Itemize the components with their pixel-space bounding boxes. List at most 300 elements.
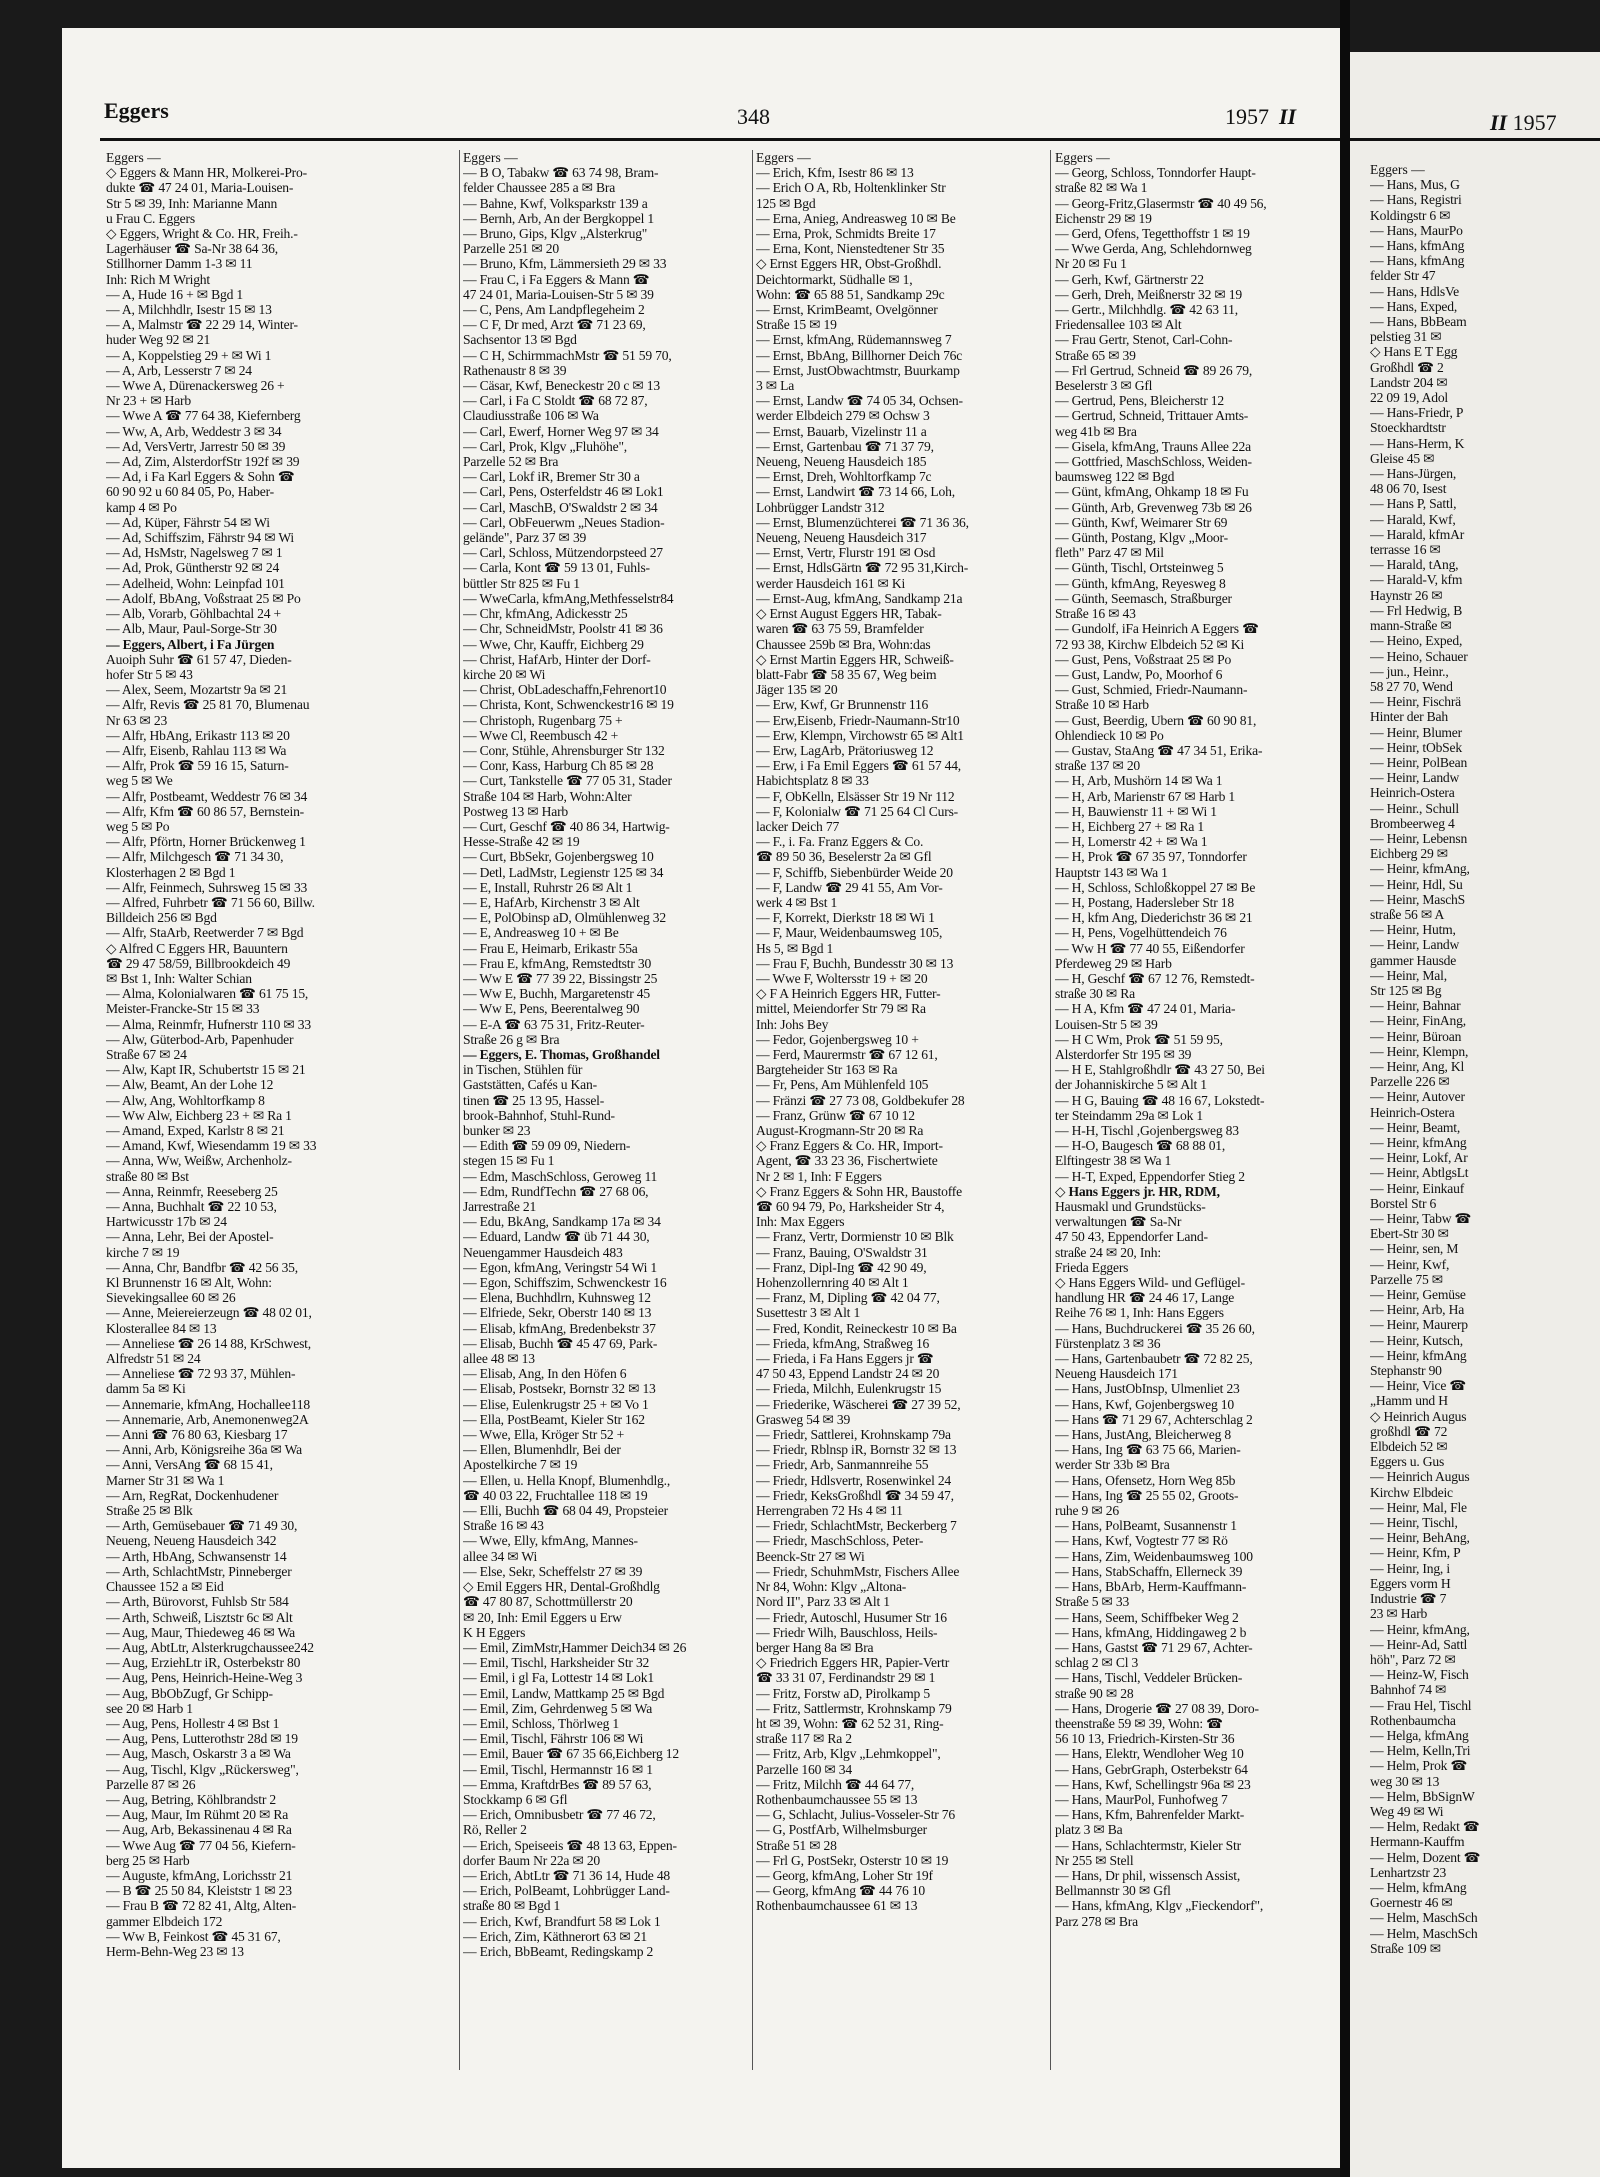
directory-entry-line: — Alfr, Postbeamt, Weddestr 76 ✉ 34 bbox=[106, 788, 308, 804]
directory-entry-line: — Hans, Seem, Schiffbeker Weg 2 bbox=[1055, 1609, 1239, 1625]
directory-entry-line: — Heino, Schauer bbox=[1370, 648, 1468, 664]
directory-entry-line: — Adelheid, Wohn: Leinpfad 101 bbox=[106, 575, 285, 591]
directory-entry-line: Heinrich-Ostera bbox=[1370, 1104, 1455, 1120]
directory-entry-line: — Christ, ObLadeschaffn,Fehrenort10 bbox=[463, 682, 667, 698]
directory-entry-line: Borstel Str 6 bbox=[1370, 1195, 1437, 1211]
directory-entry-line: — Alw, Güterbod-Arb, Papenhuder bbox=[106, 1031, 294, 1047]
directory-entry-line: verwaltungen ☎ Sa-Nr bbox=[1055, 1214, 1182, 1230]
directory-entry-line: Deichtormarkt, Südhalle ✉ 1, bbox=[756, 271, 913, 287]
directory-entry-line: — Anna, Lehr, Bei der Apostel- bbox=[106, 1229, 274, 1245]
directory-entry-line: Postweg 13 ✉ Harb bbox=[463, 803, 569, 819]
directory-entry-line: — Detl, LadMstr, Legienstr 125 ✉ 34 bbox=[463, 864, 664, 880]
directory-entry-line: — Elfriede, Sekr, Oberstr 140 ✉ 13 bbox=[463, 1305, 652, 1321]
directory-entry-line: — Ellen, u. Hella Knopf, Blumenhdlg., bbox=[463, 1472, 671, 1488]
directory-entry-line: — Helm, kfmAng bbox=[1370, 1879, 1467, 1895]
directory-entry-line: Jäger 135 ✉ 20 bbox=[756, 682, 838, 698]
directory-entry-line: — Fr, Pens, Am Mühlenfeld 105 bbox=[756, 1077, 929, 1093]
directory-entry-line: — Franz, Grünw ☎ 67 10 12 bbox=[756, 1107, 915, 1123]
directory-entry-line: 125 ✉ Bgd bbox=[756, 195, 816, 211]
directory-entry-line: — Else, Sekr, Scheffelstr 27 ✉ 39 bbox=[463, 1563, 643, 1579]
column-heading: Eggers — bbox=[1370, 162, 1425, 177]
directory-entry-line: ◇ Friedrich Eggers HR, Papier-Vertr bbox=[756, 1655, 950, 1671]
directory-entry-line: — Günth, Arb, Grevenweg 73b ✉ 26 bbox=[1055, 499, 1252, 515]
directory-entry-line: — Carla, Kont ☎ 59 13 01, Fuhls- bbox=[463, 560, 650, 576]
directory-entry-line: — H-O, Baugesch ☎ 68 88 01, bbox=[1055, 1138, 1226, 1154]
directory-entry-line: — Heinr, kfmAng bbox=[1370, 1135, 1467, 1150]
directory-entry-line: — Günth, kfmAng, Reyesweg 8 bbox=[1055, 575, 1226, 591]
directory-entry-line: — F, Schiffb, Siebenbürder Weide 20 bbox=[756, 864, 953, 880]
directory-entry-line: 72 93 38, Kirchw Elbdeich 52 ✉ Ki bbox=[1055, 636, 1245, 652]
directory-entry-line: — Christa, Kont, Schwenckestr16 ✉ 19 bbox=[463, 697, 674, 713]
directory-entry-line: — H, kfm Ang, Diederichstr 36 ✉ 21 bbox=[1055, 910, 1253, 926]
directory-entry-line: — Christoph, Rugenbarg 75 + bbox=[463, 712, 623, 728]
directory-entry-line: — Erw, i Fa Emil Eggers ☎ 61 57 44, bbox=[756, 758, 962, 774]
directory-entry-line: — Edm, MaschSchloss, Geroweg 11 bbox=[463, 1168, 658, 1184]
directory-entry-line: — Heinr, Hutm, bbox=[1370, 922, 1456, 938]
directory-entry-line: — Heinr, kfmAng, bbox=[1370, 861, 1470, 877]
directory-entry-line: — F, Kolonialw ☎ 71 25 64 Cl Curs- bbox=[756, 803, 959, 819]
directory-entry-line: — Aug, Arb, Bekassinenau 4 ✉ Ra bbox=[106, 1822, 292, 1838]
directory-entry-line: — Hans, PolBeamt, Susannenstr 1 bbox=[1055, 1518, 1237, 1534]
directory-entry-line: — Bruno, Kfm, Lämmersieth 29 ✉ 33 bbox=[463, 256, 667, 272]
directory-entry-line: — Arth, Gemüsebauer ☎ 71 49 30, bbox=[106, 1518, 298, 1534]
directory-entry-line: höh", Parz 72 ✉ bbox=[1370, 1651, 1456, 1667]
directory-entry-line: — Ww B, Feinkost ☎ 45 31 67, bbox=[106, 1928, 281, 1944]
directory-entry-line: Stockkamp 6 ✉ Gfl bbox=[463, 1791, 568, 1807]
directory-entry-line: — Frl G, PostSekr, Osterstr 10 ✉ 19 bbox=[756, 1852, 949, 1868]
directory-entry-line: — Arn, RegRat, Dockenhudener bbox=[106, 1487, 279, 1503]
directory-entry-line: — Hans P, Sattl, bbox=[1370, 496, 1457, 512]
directory-entry-line: — Erna, Prok, Schmidts Breite 17 bbox=[756, 226, 936, 242]
directory-entry-line: — Egon, Schiffszim, Schwenckestr 16 bbox=[463, 1275, 667, 1291]
directory-entry-line: — Gerh, Kwf, Gärtnerstr 22 bbox=[1055, 271, 1204, 287]
directory-entry-line: ◇ Ernst Martin Eggers HR, Schweiß- bbox=[756, 651, 954, 667]
directory-entry-line: gammer Elbdeich 172 bbox=[106, 1913, 223, 1929]
directory-entry-line: — Friedr, Hdlsvertr, Rosenwinkel 24 bbox=[756, 1472, 952, 1488]
directory-entry-line: — Friedr, MaschSchloss, Peter- bbox=[756, 1533, 924, 1549]
directory-entry-line: — Anna, Ww, Weißw, Archenholz- bbox=[106, 1153, 292, 1169]
directory-entry-line: — Wwe, Chr, Kauffr, Eichberg 29 bbox=[463, 636, 644, 652]
directory-entry-line: — Hans, Kfm, Bahrenfelder Markt- bbox=[1055, 1807, 1245, 1823]
directory-entry-line: — Carl, Pens, Osterfeldstr 46 ✉ Lok1 bbox=[463, 484, 664, 500]
directory-entry-line: — Chr, SchneidMstr, Poolstr 41 ✉ 36 bbox=[463, 621, 663, 637]
directory-entry-line: — B O, Tabakw ☎ 63 74 98, Bram- bbox=[463, 165, 659, 181]
directory-entry-line: — Alw, Beamt, An der Lohe 12 bbox=[106, 1077, 274, 1093]
directory-entry-line: — Frau Hel, Tischl bbox=[1370, 1697, 1472, 1713]
directory-entry-line: Reihe 76 ✉ 1, Inh: Hans Eggers bbox=[1055, 1305, 1224, 1321]
directory-entry-line: felder Str 47 bbox=[1370, 268, 1436, 284]
directory-entry-line: 58 27 70, Wend bbox=[1370, 678, 1453, 694]
directory-entry-line: straße 137 ✉ 20 bbox=[1055, 758, 1141, 774]
directory-entry-line: — Aug, Pens, Lutterothstr 28d ✉ 19 bbox=[106, 1731, 298, 1747]
directory-entry-line: — Heinr, FinAng, bbox=[1370, 1013, 1466, 1029]
directory-entry-line: — Curt, Geschf ☎ 40 86 34, Hartwig- bbox=[463, 818, 670, 834]
directory-entry-line: — Franz, Dipl-Ing ☎ 42 90 49, bbox=[756, 1259, 927, 1275]
directory-entry-line: — Harald, kfmAr bbox=[1370, 526, 1465, 542]
directory-entry-line: 23 ✉ Harb bbox=[1370, 1606, 1428, 1622]
directory-entry-line: Hohenzollernring 40 ✉ Alt 1 bbox=[756, 1275, 909, 1291]
directory-entry-line: — Wwe Aug ☎ 77 04 56, Kiefern- bbox=[106, 1837, 296, 1853]
directory-entry-line: — Ernst, BbAng, Billhorner Deich 76c bbox=[756, 347, 963, 363]
directory-entry-line: — H, Pens, Vogelhüttendeich 76 bbox=[1055, 925, 1227, 941]
directory-entry-line: — Frau C, i Fa Eggers & Mann ☎ bbox=[463, 271, 650, 287]
directory-entry-line: — Ernst, Bauarb, Vizelinstr 11 a bbox=[756, 423, 927, 439]
directory-entry-line: Straße 5 ✉ 33 bbox=[1055, 1594, 1130, 1610]
directory-entry-line: Beselerstr 3 ✉ Gfl bbox=[1055, 378, 1153, 394]
directory-entry-line: — Hans-Friedr, P bbox=[1370, 405, 1464, 421]
directory-entry-line: Inh: Max Eggers bbox=[756, 1214, 845, 1230]
directory-entry-line: — F., i. Fa. Franz Eggers & Co. bbox=[756, 834, 924, 850]
directory-entry-line: — Gundolf, iFa Heinrich A Eggers ☎ bbox=[1055, 621, 1259, 637]
directory-entry-line: — Erw, LagArb, Prätoriusweg 12 bbox=[756, 742, 934, 758]
directory-entry-line: — Helm, Dozent ☎ bbox=[1370, 1849, 1481, 1865]
directory-entry-line: straße 24 ✉ 20, Inh: bbox=[1055, 1244, 1161, 1260]
directory-entry-line: — Curt, Tankstelle ☎ 77 05 31, Stader bbox=[463, 773, 672, 789]
directory-entry-line: — Anni, VersAng ☎ 68 15 41, bbox=[106, 1457, 273, 1473]
directory-entry-line: 22 09 19, Adol bbox=[1370, 390, 1449, 406]
directory-entry-line: Chaussee 259b ✉ Bra, Wohn:das bbox=[756, 636, 931, 652]
directory-entry-line: Claudiusstraße 106 ✉ Wa bbox=[463, 408, 599, 424]
directory-entry-line: schlag 2 ✉ Cl 3 bbox=[1055, 1655, 1139, 1671]
directory-entry-line: Eggers u. Gus bbox=[1370, 1454, 1445, 1470]
directory-entry-line: — Ernst, Landwirt ☎ 73 14 66, Loh, bbox=[756, 484, 955, 500]
directory-entry-line: — Hans, kfmAng, Klgv „Fieckendorf", bbox=[1055, 1898, 1264, 1914]
column-heading: Eggers — bbox=[463, 150, 518, 165]
directory-entry-line: — Auguste, kfmAng, Lorichsstr 21 bbox=[106, 1867, 293, 1883]
directory-entry-line: — Heinr, Ing, i bbox=[1370, 1560, 1450, 1576]
directory-entry-line: — Adolf, BbAng, Voßstraat 25 ✉ Po bbox=[106, 590, 301, 606]
directory-entry-line: Bargteheider Str 163 ✉ Ra bbox=[756, 1062, 898, 1078]
directory-entry-line: — B ☎ 25 50 84, Kleiststr 1 ✉ 23 bbox=[106, 1883, 292, 1899]
directory-entry-line: Marner Str 31 ✉ Wa 1 bbox=[106, 1472, 225, 1488]
directory-entry-line: Straße 67 ✉ 24 bbox=[106, 1046, 187, 1062]
directory-entry-line: — Arth, SchlachtMstr, Pinneberger bbox=[106, 1563, 292, 1579]
directory-entry-line: — Ernst, Landw ☎ 74 05 34, Ochsen- bbox=[756, 393, 963, 409]
directory-entry-line: ◇ Eggers & Mann HR, Molkerei-Pro- bbox=[106, 165, 307, 181]
directory-entry-line: Str 5 ✉ 39, Inh: Marianne Mann bbox=[106, 195, 278, 211]
directory-entry-line: — Eggers, E. Thomas, Großhandel bbox=[463, 1046, 660, 1062]
directory-entry-line: Inh: Rich M Wright bbox=[106, 271, 210, 287]
directory-entry-line: ◇ Hans Eggers Wild- und Geflügel- bbox=[1055, 1275, 1245, 1291]
directory-entry-line: — G, PostfArb, Wilhelmsburger bbox=[756, 1822, 927, 1838]
directory-entry-line: Nr 84, Wohn: Klgv „Altona- bbox=[756, 1579, 907, 1595]
directory-entry-line: — Franz, M, Dipling ☎ 42 04 77, bbox=[756, 1290, 940, 1306]
directory-entry-line: — Frieda, Milchh, Eulenkrugstr 15 bbox=[756, 1381, 942, 1397]
directory-entry-line: — Ad, Küper, Fährstr 54 ✉ Wi bbox=[106, 514, 270, 530]
directory-entry-line: in Tischen, Stühlen für bbox=[463, 1062, 583, 1078]
directory-entry-line: — H, Geschf ☎ 67 12 76, Remstedt- bbox=[1055, 970, 1255, 986]
directory-entry-line: — Harald-V, kfm bbox=[1370, 572, 1463, 588]
directory-entry-line: — Heinr, Vice ☎ bbox=[1370, 1378, 1467, 1394]
directory-entry-line: — Gisela, kfmAng, Trauns Allee 22a bbox=[1055, 438, 1251, 454]
directory-entry-line: — Hans, Kwf, Gojenbergsweg 10 bbox=[1055, 1396, 1234, 1412]
directory-entry-line: Stephanstr 90 bbox=[1370, 1363, 1442, 1379]
directory-entry-line: — Heinr, tObSek bbox=[1370, 739, 1462, 755]
directory-entry-line: — Georg, Schloss, Tonndorfer Haupt- bbox=[1055, 165, 1256, 181]
directory-entry-line: — Hans, BbArb, Herm-Kauffmann- bbox=[1055, 1579, 1247, 1595]
directory-entry-line: — Heinr, Gemüse bbox=[1370, 1287, 1466, 1303]
directory-entry-line: Eggers vorm H bbox=[1370, 1575, 1451, 1591]
directory-entry-line: — Helm, Prok ☎ bbox=[1370, 1758, 1468, 1774]
directory-entry-line: 48 06 70, Isest bbox=[1370, 481, 1447, 497]
directory-entry-line: — Heinr, Ang, Kl bbox=[1370, 1058, 1465, 1074]
directory-entry-line: Straße 10 ✉ Harb bbox=[1055, 697, 1149, 713]
directory-entry-line: Lagerhäuser ☎ Sa-Nr 38 64 36, bbox=[106, 241, 278, 257]
directory-entry-line: gammer Hausde bbox=[1370, 952, 1457, 968]
directory-entry-line: — Carl, Ewerf, Horner Weg 97 ✉ 34 bbox=[463, 423, 659, 439]
directory-column-4 bbox=[1055, 150, 1333, 1929]
right-page-part: II bbox=[1490, 110, 1508, 135]
directory-entry-line: Neueng, Neueng Hausdeich 317 bbox=[756, 530, 927, 546]
directory-entry-line: — Erich, AbtLtr ☎ 71 36 14, Hude 48 bbox=[463, 1867, 671, 1883]
directory-entry-line: — Heinr, Landw bbox=[1370, 770, 1460, 786]
directory-entry-line: — Elise, Eulenkrugstr 25 + ✉ Vo 1 bbox=[463, 1396, 649, 1412]
directory-entry-line: — Fritz, Milchh ☎ 44 64 77, bbox=[756, 1776, 915, 1792]
directory-entry-line: — Ellen, Blumenhdlr, Bei der bbox=[463, 1442, 621, 1458]
directory-entry-line: — Heinr, kfmAng bbox=[1370, 1347, 1467, 1363]
directory-entry-line: — Alex, Seem, Mozartstr 9a ✉ 21 bbox=[106, 682, 288, 698]
directory-entry-line: — Emil, i gl Fa, Lottestr 14 ✉ Lok1 bbox=[463, 1670, 654, 1686]
directory-entry-line: — Frieda, i Fa Hans Eggers jr ☎ bbox=[756, 1351, 934, 1367]
directory-entry-line: fleth" Parz 47 ✉ Mil bbox=[1055, 545, 1164, 561]
directory-entry-line: — Ww, A, Arb, Weddestr 3 ✉ 34 bbox=[106, 423, 282, 439]
directory-entry-line: — Curt, BbSekr, Gojenbergsweg 10 bbox=[463, 849, 654, 865]
directory-entry-line: weg 30 ✉ 13 bbox=[1370, 1773, 1440, 1789]
directory-entry-line: Ebert-Str 30 ✉ bbox=[1370, 1226, 1449, 1242]
directory-entry-line: — Erich O A, Rb, Holtenklinker Str bbox=[756, 180, 946, 196]
directory-entry-line: — Chr, kfmAng, Adickesstr 25 bbox=[463, 606, 628, 622]
directory-entry-line: Hausmakl und Grundstücks- bbox=[1055, 1199, 1206, 1215]
directory-entry-line: — G, Schlacht, Julius-Vosseler-Str 76 bbox=[756, 1807, 955, 1823]
directory-entry-line: — Wwe F, Woltersstr 19 + ✉ 20 bbox=[756, 970, 928, 986]
directory-entry-line: ☎ 89 50 36, Beselerstr 2a ✉ Gfl bbox=[756, 849, 932, 865]
directory-entry-line: — Hans, Kwf, Vogtestr 77 ✉ Rö bbox=[1055, 1533, 1228, 1549]
directory-entry-line: Lenhartzstr 23 bbox=[1370, 1864, 1447, 1880]
directory-entry-line: — Alfr, HbAng, Erikastr 113 ✉ 20 bbox=[106, 727, 290, 743]
directory-entry-line: — C H, SchirmmachMstr ☎ 51 59 70, bbox=[463, 347, 672, 363]
directory-entry-line: — Alma, Reinmfr, Hufnerstr 110 ✉ 33 bbox=[106, 1016, 311, 1032]
directory-entry-line: — Georg-Fritz,Glasermstr ☎ 40 49 56, bbox=[1055, 195, 1267, 211]
directory-entry-line: — Aug, AbtLtr, Alsterkrugchaussee242 bbox=[106, 1639, 314, 1655]
directory-entry-line: — Heinr, Fischrä bbox=[1370, 694, 1462, 710]
directory-entry-line: — Fedor, Gojenbergsweg 10 + bbox=[756, 1031, 919, 1047]
directory-entry-line: — Wwe A ☎ 77 64 38, Kiefernberg bbox=[106, 408, 301, 424]
directory-entry-line: — A, Malmstr ☎ 22 29 14, Winter- bbox=[106, 317, 298, 333]
directory-entry-line: Straße 109 ✉ bbox=[1370, 1940, 1441, 1956]
directory-entry-line: — Emil, Zim, Gehrdenweg 5 ✉ Wa bbox=[463, 1700, 653, 1716]
directory-entry-line: — Heinr, Arb, Ha bbox=[1370, 1302, 1465, 1318]
directory-entry-line: — Heinr, Landw bbox=[1370, 937, 1460, 953]
directory-entry-line: — Franz, Vertr, Dormienstr 10 ✉ Blk bbox=[756, 1229, 954, 1245]
directory-entry-line: terrasse 16 ✉ bbox=[1370, 542, 1441, 558]
directory-entry-line: — Carl, i Fa C Stoldt ☎ 68 72 87, bbox=[463, 393, 648, 409]
directory-entry-line: — Wwe, Ella, Kröger Str 52 + bbox=[463, 1427, 625, 1443]
directory-entry-line: Fürstenplatz 3 ✉ 36 bbox=[1055, 1335, 1161, 1351]
directory-entry-line: — Alfr, StaArb, Reetwerder 7 ✉ Bgd bbox=[106, 925, 304, 941]
directory-entry-line: — Hans, GebrGraph, Osterbekstr 64 bbox=[1055, 1761, 1248, 1777]
directory-entry-line: — Georg, kfmAng ☎ 44 76 10 bbox=[756, 1883, 925, 1899]
directory-entry-line: — Anne, Meiereierzeugn ☎ 48 02 01, bbox=[106, 1305, 312, 1321]
directory-entry-line: Goernestr 46 ✉ bbox=[1370, 1895, 1453, 1911]
directory-entry-line: — Frl Gertrud, Schneid ☎ 89 26 79, bbox=[1055, 362, 1253, 378]
directory-entry-line: — Alb, Vorarb, Göhlbachtal 24 + bbox=[106, 606, 282, 622]
directory-entry-line: werk 4 ✉ Bst 1 bbox=[756, 894, 838, 910]
directory-entry-line: Sachsentor 13 ✉ Bgd bbox=[463, 332, 577, 348]
directory-entry-line: — Ernst, KrimBeamt, Ovelgönner bbox=[756, 302, 938, 318]
directory-entry-line: — Hans, HdlsVe bbox=[1370, 283, 1459, 299]
directory-entry-line: — Heinr, PolBean bbox=[1370, 754, 1468, 770]
directory-entry-line: — Amand, Exped, Karlstr 8 ✉ 21 bbox=[106, 1123, 285, 1138]
directory-entry-line: — Gust, Pens, Voßstraat 25 ✉ Po bbox=[1055, 651, 1232, 667]
directory-entry-line: — E, Andreasweg 10 + ✉ Be bbox=[463, 925, 619, 941]
directory-entry-line: — Aug, Pens, Heinrich-Heine-Weg 3 bbox=[106, 1670, 303, 1686]
directory-entry-line: Straße 16 ✉ 43 bbox=[463, 1518, 544, 1534]
directory-entry-line: — Georg, kfmAng, Loher Str 19f bbox=[756, 1867, 933, 1883]
directory-entry-line: — Ernst, kfmAng, Rüdemannsweg 7 bbox=[756, 332, 952, 348]
directory-entry-line: Neueng, Neueng Hausdeich 185 bbox=[756, 454, 927, 470]
right-column bbox=[1370, 162, 1600, 1956]
directory-entry-line: — Emil, Tischl, Hermannstr 16 ✉ 1 bbox=[463, 1761, 653, 1777]
directory-entry-line: — Ella, PostBeamt, Kieler Str 162 bbox=[463, 1411, 645, 1427]
directory-entry-line: u Frau C. Eggers bbox=[106, 210, 195, 226]
directory-entry-line: stegen 15 ✉ Fu 1 bbox=[463, 1153, 555, 1169]
directory-entry-line: weg 5 ✉ We bbox=[106, 773, 173, 789]
directory-entry-line: dorfer Baum Nr 22a ✉ 20 bbox=[463, 1852, 601, 1868]
directory-entry-line: — Carl, Schloss, Mützendorpsteed 27 bbox=[463, 545, 663, 561]
directory-entry-line: — Heinr, Lokf, Ar bbox=[1370, 1150, 1468, 1166]
directory-entry-line: — Heinr-Ad, Sattl bbox=[1370, 1636, 1468, 1652]
directory-entry-line: — Heinr, MaschS bbox=[1370, 891, 1465, 907]
directory-entry-line: großhdl ☎ 72 bbox=[1370, 1423, 1448, 1439]
directory-entry-line: Susettestr 3 ✉ Alt 1 bbox=[756, 1305, 861, 1321]
directory-entry-line: — Fritz, Forstw aD, Pirolkamp 5 bbox=[756, 1685, 930, 1701]
directory-entry-line: — Hans, Ofensetz, Horn Weg 85b bbox=[1055, 1472, 1236, 1488]
directory-entry-line: ◇ Emil Eggers HR, Dental-Großhdlg bbox=[463, 1579, 660, 1595]
directory-entry-line: — Frau E, Heimarb, Erikastr 55a bbox=[463, 940, 638, 956]
directory-entry-line: lacker Deich 77 bbox=[756, 818, 840, 834]
directory-entry-line: Inh: Johs Bey bbox=[756, 1016, 829, 1032]
directory-entry-line: — Gust, Landw, Po, Moorhof 6 bbox=[1055, 666, 1223, 682]
directory-entry-line: Frieda Eggers bbox=[1055, 1259, 1129, 1275]
directory-entry-line: — Elisab, kfmAng, Bredenbekstr 37 bbox=[463, 1320, 656, 1336]
directory-entry-line: — Heinr, Büroan bbox=[1370, 1028, 1462, 1044]
directory-entry-line: — A, Hude 16 + ✉ Bgd 1 bbox=[106, 286, 243, 302]
directory-entry-line: weg 41b ✉ Bra bbox=[1055, 423, 1137, 439]
directory-entry-line: Gaststätten, Cafés u Kan- bbox=[463, 1077, 597, 1093]
directory-entry-line: — Heinz-W, Fisch bbox=[1370, 1667, 1469, 1683]
directory-entry-line: — Cäsar, Kwf, Beneckestr 20 c ✉ 13 bbox=[463, 378, 660, 394]
directory-entry-line: — Friedr, Sattlerei, Krohnskamp 79a bbox=[756, 1427, 951, 1443]
directory-entry-line: — Edm, RundfTechn ☎ 27 68 06, bbox=[463, 1183, 649, 1199]
directory-entry-line: — Ad, Schiffszim, Fährstr 94 ✉ Wi bbox=[106, 530, 295, 546]
directory-entry-line: Klosterallee 84 ✉ 13 bbox=[106, 1320, 217, 1336]
directory-entry-line: Eichenstr 29 ✉ 19 bbox=[1055, 210, 1152, 226]
directory-entry-line: K H Eggers bbox=[463, 1624, 526, 1640]
directory-entry-line: Hauptstr 143 ✉ Wa 1 bbox=[1055, 864, 1168, 880]
directory-entry-line: Wohn: ☎ 65 88 51, Sandkamp 29c bbox=[756, 286, 945, 302]
directory-entry-line: — Hans, Mus, G bbox=[1370, 177, 1460, 193]
directory-entry-line: — Hans, kfmAng bbox=[1370, 238, 1465, 254]
directory-entry-line: — Erich, Omnibusbetr ☎ 77 46 72, bbox=[463, 1807, 656, 1823]
directory-entry-line: — Ad, i Fa Karl Eggers & Sohn ☎ bbox=[106, 469, 295, 485]
directory-entry-line: — Heinr, Mal, Fle bbox=[1370, 1499, 1467, 1515]
directory-entry-line: ✉ Bst 1, Inh: Walter Schian bbox=[106, 970, 252, 986]
directory-entry-line: allee 48 ✉ 13 bbox=[463, 1351, 535, 1367]
directory-entry-line: Friedensallee 103 ✉ Alt bbox=[1055, 317, 1182, 333]
directory-entry-line: — Annemarie, Arb, Anemonenweg2A bbox=[106, 1411, 309, 1427]
directory-entry-line: — Friedr Wilh, Bauschloss, Heils- bbox=[756, 1624, 938, 1640]
page-number: 348 bbox=[737, 104, 770, 129]
directory-entry-line: see 20 ✉ Harb 1 bbox=[106, 1700, 193, 1716]
directory-entry-line: Alsterdorfer Str 195 ✉ 39 bbox=[1055, 1046, 1192, 1062]
directory-entry-line: Sievekingsallee 60 ✉ 26 bbox=[106, 1290, 236, 1306]
directory-entry-line: — A, Koppelstieg 29 + ✉ Wi 1 bbox=[106, 347, 272, 363]
directory-entry-line: — Anna, Buchhalt ☎ 22 10 53, bbox=[106, 1199, 277, 1215]
directory-entry-line: — Hans, Elektr, Wendloher Weg 10 bbox=[1055, 1746, 1244, 1762]
directory-entry-line: — Erich, PolBeamt, Lohbrügger Land- bbox=[463, 1883, 670, 1899]
directory-entry-line: — Egon, kfmAng, Veringstr 54 Wi 1 bbox=[463, 1259, 657, 1275]
directory-entry-line: — Gottfried, MaschSchloss, Weiden- bbox=[1055, 454, 1252, 470]
directory-entry-line: — Alfr, Kfm ☎ 60 86 57, Bernstein- bbox=[106, 803, 304, 819]
directory-entry-line: — E, PolObinsp aD, Olmühlenweg 32 bbox=[463, 910, 666, 926]
directory-entry-line: — Frieda, kfmAng, Straßweg 16 bbox=[756, 1335, 930, 1351]
directory-entry-line: berg 25 ✉ Harb bbox=[106, 1852, 190, 1868]
directory-entry-line: — Heinr, Blumer bbox=[1370, 724, 1462, 740]
header-year-value: 1957 bbox=[1225, 104, 1269, 129]
directory-entry-line: — Ww E, Buchh, Margaretenstr 45 bbox=[463, 986, 650, 1002]
directory-entry-line: ter Steindamm 29a ✉ Lok 1 bbox=[1055, 1107, 1203, 1123]
directory-entry-line: Rothenbaumchaussee 61 ✉ 13 bbox=[756, 1898, 918, 1914]
directory-entry-line: — Helm, Kelln,Tri bbox=[1370, 1743, 1471, 1759]
directory-entry-line: — Heinrich Augus bbox=[1370, 1469, 1470, 1485]
directory-entry-line: bunker ✉ 23 bbox=[463, 1123, 531, 1138]
directory-entry-line: Grasweg 54 ✉ 39 bbox=[756, 1411, 851, 1427]
directory-entry-line: Bahnhof 74 ✉ bbox=[1370, 1682, 1447, 1698]
directory-entry-line: — Emil, Schloss, Thörlweg 1 bbox=[463, 1715, 619, 1731]
directory-entry-line: — E, Install, Ruhrstr 26 ✉ Alt 1 bbox=[463, 879, 633, 895]
directory-entry-line: damm 5a ✉ Ki bbox=[106, 1381, 186, 1397]
directory-entry-line: ☎ 47 80 87, Schottmüllerstr 20 bbox=[463, 1594, 633, 1610]
directory-entry-line: hofer Str 5 ✉ 43 bbox=[106, 666, 193, 682]
directory-column-2 bbox=[463, 150, 751, 1959]
directory-entry-line: — Eduard, Landw ☎ üb 71 44 30, bbox=[463, 1229, 650, 1245]
directory-entry-line: Str 125 ✉ Bg bbox=[1370, 982, 1442, 998]
directory-entry-line: — Heino, Exped, bbox=[1370, 633, 1463, 649]
directory-entry-line: Neueng Hausdeich 171 bbox=[1055, 1366, 1178, 1382]
directory-entry-line: — Friedr, SchuhmMstr, Fischers Allee bbox=[756, 1563, 960, 1579]
directory-entry-line: — Emil, Bauer ☎ 67 35 66,Eichberg 12 bbox=[463, 1746, 679, 1762]
directory-entry-line: Stoeckhardtstr bbox=[1370, 420, 1446, 436]
directory-entry-line: ◇ Heinrich Augus bbox=[1370, 1408, 1467, 1424]
book-spine bbox=[1340, 0, 1350, 2177]
directory-entry-line: — H C Wm, Prok ☎ 51 59 95, bbox=[1055, 1031, 1223, 1047]
directory-entry-line: — Ferd, Maurermstr ☎ 67 12 61, bbox=[756, 1046, 938, 1062]
directory-entry-line: — H, Bauwienstr 11 + ✉ Wi 1 bbox=[1055, 803, 1217, 819]
directory-entry-line: ◇ Hans Eggers jr. HR, RDM, bbox=[1055, 1183, 1220, 1199]
directory-entry-line: — Hans, MaurPo bbox=[1370, 222, 1463, 238]
directory-entry-line: — Hans, Schlachtermstr, Kieler Str bbox=[1055, 1837, 1241, 1853]
directory-entry-line: — Friedr, Arb, Sanmannreihe 55 bbox=[756, 1457, 929, 1473]
directory-entry-line: — Hans, Tischl, Veddeler Brücken- bbox=[1055, 1670, 1243, 1686]
directory-entry-line: ◇ Eggers, Wright & Co. HR, Freih.- bbox=[106, 226, 298, 242]
directory-entry-line: — Heinr, Kwf, bbox=[1370, 1256, 1450, 1272]
directory-entry-line: — Hans, Exped, bbox=[1370, 298, 1458, 314]
directory-entry-line: Straße 25 ✉ Blk bbox=[106, 1503, 193, 1519]
directory-entry-line: — Hans, Drogerie ☎ 27 08 39, Doro- bbox=[1055, 1700, 1259, 1716]
directory-entry-line: ☎ 29 47 58/59, Billbrookdeich 49 bbox=[106, 955, 291, 971]
directory-entry-line: — Helm, MaschSch bbox=[1370, 1910, 1478, 1926]
directory-entry-line: Herm-Behn-Weg 23 ✉ 13 bbox=[106, 1943, 244, 1959]
